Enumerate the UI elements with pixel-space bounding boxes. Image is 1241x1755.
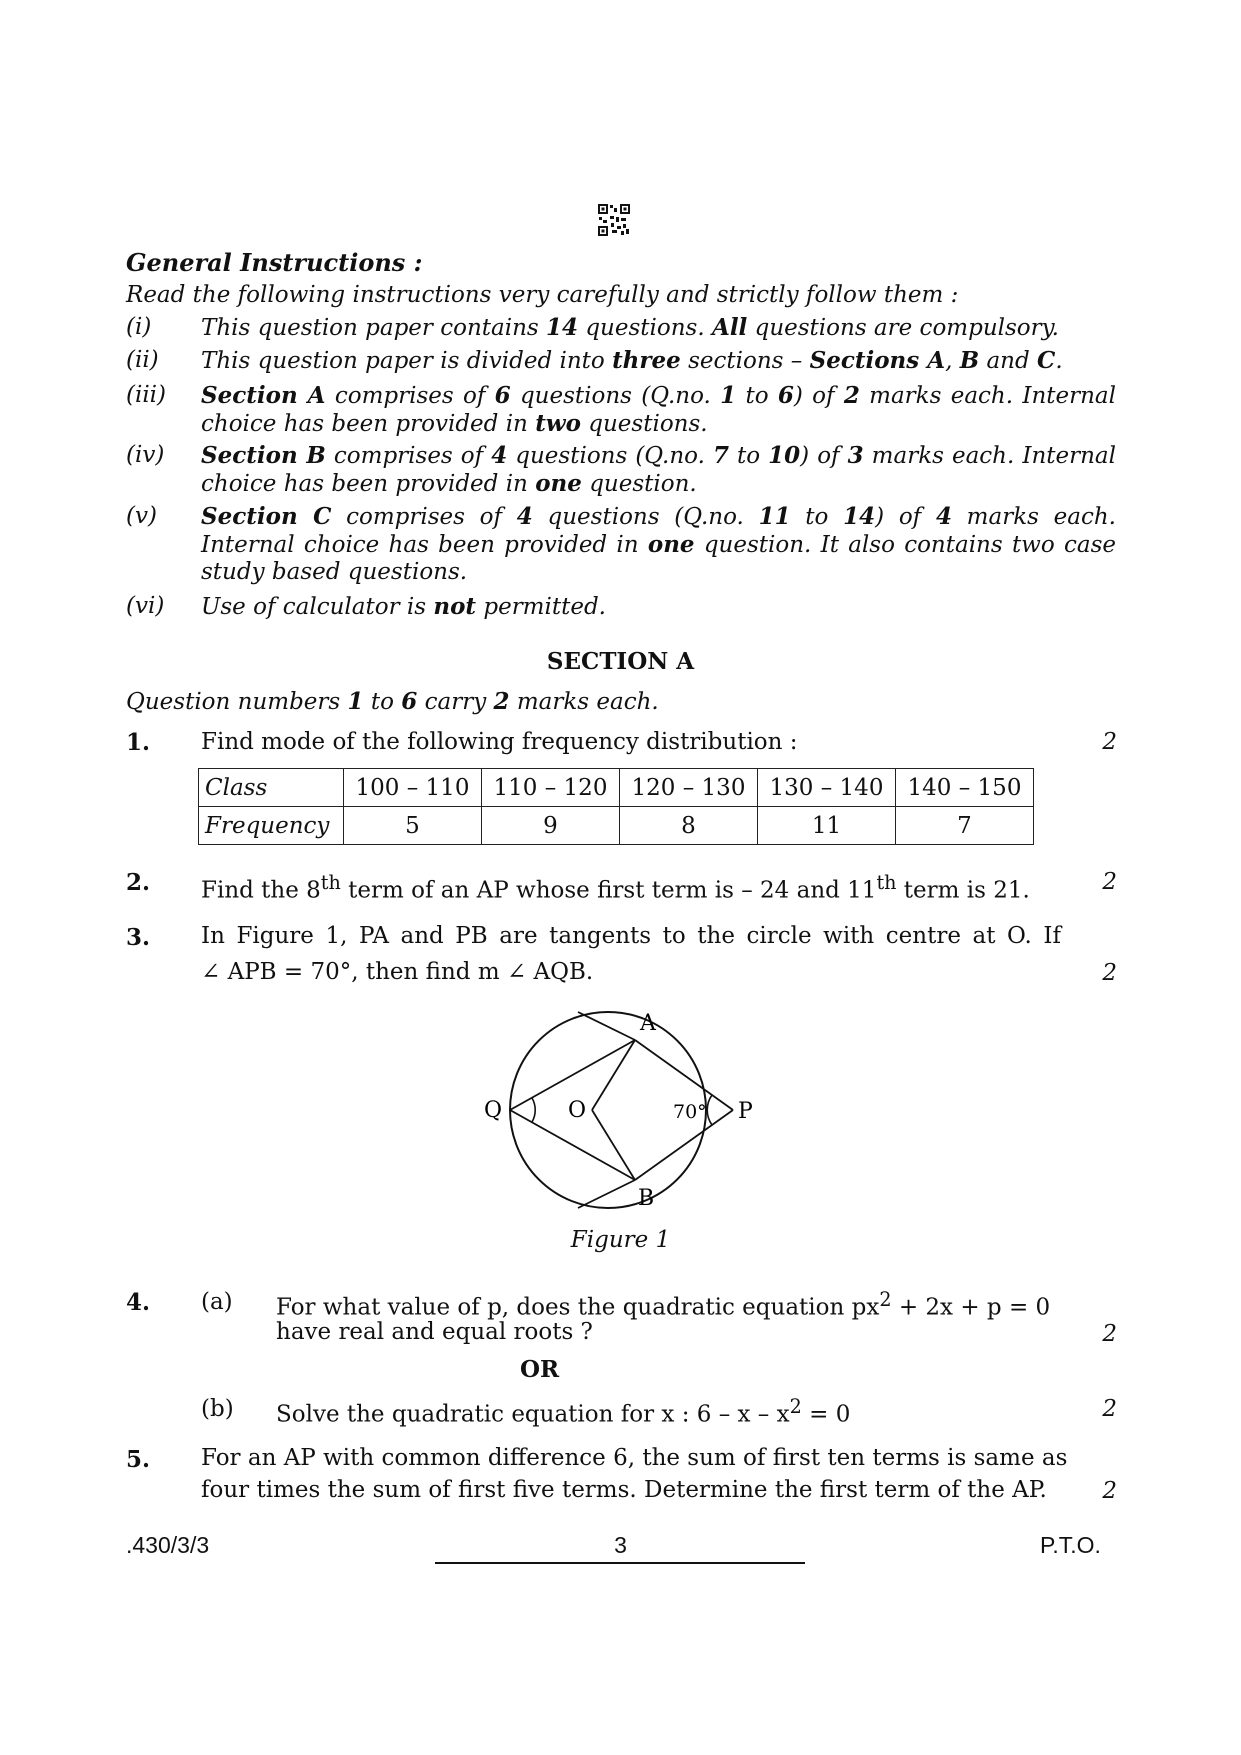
instruction-item: Section C comprises of 4 questions (Q.no. 11 to 14) of 4 marks each. Internal choice has been provided in one question. It also contains two case study based questions.	[201, 503, 1116, 585]
question-text: Find mode of the following frequency distribution :	[201, 729, 798, 755]
table-row-header: Frequency	[199, 807, 344, 845]
marks: 2	[1102, 1396, 1117, 1422]
marks: 2	[1102, 1478, 1117, 1504]
question-text: For an AP with common difference 6, the sum of first ten terms is same as	[201, 1445, 1068, 1471]
table-cell: 110 – 120	[482, 769, 620, 807]
qr-code-icon	[597, 203, 631, 237]
table-cell: 120 – 130	[620, 769, 758, 807]
question-text: In Figure 1, PA and PB are tangents to the circle with centre at O. If	[201, 923, 1061, 949]
label-b: B	[638, 1186, 655, 1210]
label-p: P	[738, 1099, 753, 1124]
question-number: 5.	[126, 1446, 151, 1473]
question-number: 3.	[126, 924, 151, 951]
angle-arc-p	[707, 1095, 712, 1125]
radius-ob	[592, 1110, 635, 1180]
or-divider: OR	[520, 1356, 560, 1383]
table-row	[199, 769, 1034, 807]
table-cell: 130 – 140	[758, 769, 896, 807]
instruction-number: (iii)	[126, 382, 167, 408]
table-cell: 100 – 110	[344, 769, 482, 807]
question-text: have real and equal roots ?	[276, 1319, 593, 1345]
instructions-title: General Instructions :	[126, 248, 423, 277]
marks: 2	[1102, 960, 1117, 986]
instruction-number: (iv)	[126, 442, 165, 468]
instruction-item: This question paper contains 14 questions. All questions are compulsory.	[201, 314, 1059, 341]
instruction-item: Section B comprises of 4 questions (Q.no. 7 to 10) of 3 marks each. Internal choice has been provided in one question.	[201, 442, 1116, 497]
question-text: four times the sum of first five terms. Determine the first term of the AP.	[201, 1477, 1047, 1503]
footer-rule	[435, 1562, 805, 1564]
instruction-number: (i)	[126, 314, 152, 340]
pto-label: P.T.O.	[1040, 1532, 1101, 1558]
instruction-number: (ii)	[126, 347, 159, 373]
tangent-line-pb-extension	[578, 1180, 635, 1208]
instruction-number: (vi)	[126, 593, 165, 619]
instruction-item: Section A comprises of 6 questions (Q.no. 1 to 6) of 2 marks each. Internal choice has been provided in two questions.	[201, 382, 1116, 437]
question-text: ∠ APB = 70°, then find m ∠ AQB.	[201, 959, 594, 985]
instruction-number: (v)	[126, 503, 157, 529]
marks: 2	[1102, 1321, 1117, 1347]
question-text: Find the 8th term of an AP whose first term is – 24 and 11th term is 21.	[201, 871, 1030, 904]
frequency-table	[198, 768, 1034, 845]
question-number: 2.	[126, 869, 151, 896]
figure-caption: Figure 1	[570, 1227, 671, 1253]
instruction-item: Use of calculator is not permitted.	[201, 593, 606, 620]
table-cell: 5	[344, 807, 482, 845]
tangent-circle-figure	[470, 1000, 770, 1210]
angle-arc-q	[532, 1098, 535, 1122]
instructions-intro: Read the following instructions very carefully and strictly follow them :	[126, 282, 959, 308]
label-q: Q	[484, 1098, 503, 1123]
section-note: Question numbers 1 to 6 carry 2 marks each.	[126, 688, 659, 715]
question-number: 1.	[126, 729, 151, 756]
radius-oa	[592, 1040, 635, 1110]
table-cell: 140 – 150	[896, 769, 1034, 807]
page-number: 3	[614, 1532, 627, 1558]
marks: 2	[1102, 869, 1117, 895]
question-text: Solve the quadratic equation for x : $6 - x - x^2 = 0$	[276, 1395, 851, 1428]
table-row	[199, 807, 1034, 845]
tangent-line-pa-extension	[578, 1012, 635, 1040]
angle-label: 70°	[673, 1101, 707, 1123]
paper-code: .430/3/3	[126, 1532, 210, 1558]
label-a: A	[640, 1011, 656, 1036]
sub-label: (a)	[201, 1289, 233, 1315]
sub-label: (b)	[201, 1396, 234, 1422]
table-cell: 9	[482, 807, 620, 845]
question-number: 4.	[126, 1289, 151, 1316]
tangent-pa	[635, 1040, 733, 1110]
marks: 2	[1102, 729, 1117, 755]
table-row-header: Class	[199, 769, 344, 807]
label-o: O	[568, 1098, 587, 1123]
instruction-item: This question paper is divided into three sections – Sections A, B and C.	[201, 347, 1063, 374]
question-text: For what value of p, does the quadratic equation $px^2 + 2x + p = 0$	[276, 1288, 1051, 1321]
section-heading: SECTION A	[546, 648, 695, 675]
table-cell: 7	[896, 807, 1034, 845]
table-cell: 11	[758, 807, 896, 845]
table-cell: 8	[620, 807, 758, 845]
